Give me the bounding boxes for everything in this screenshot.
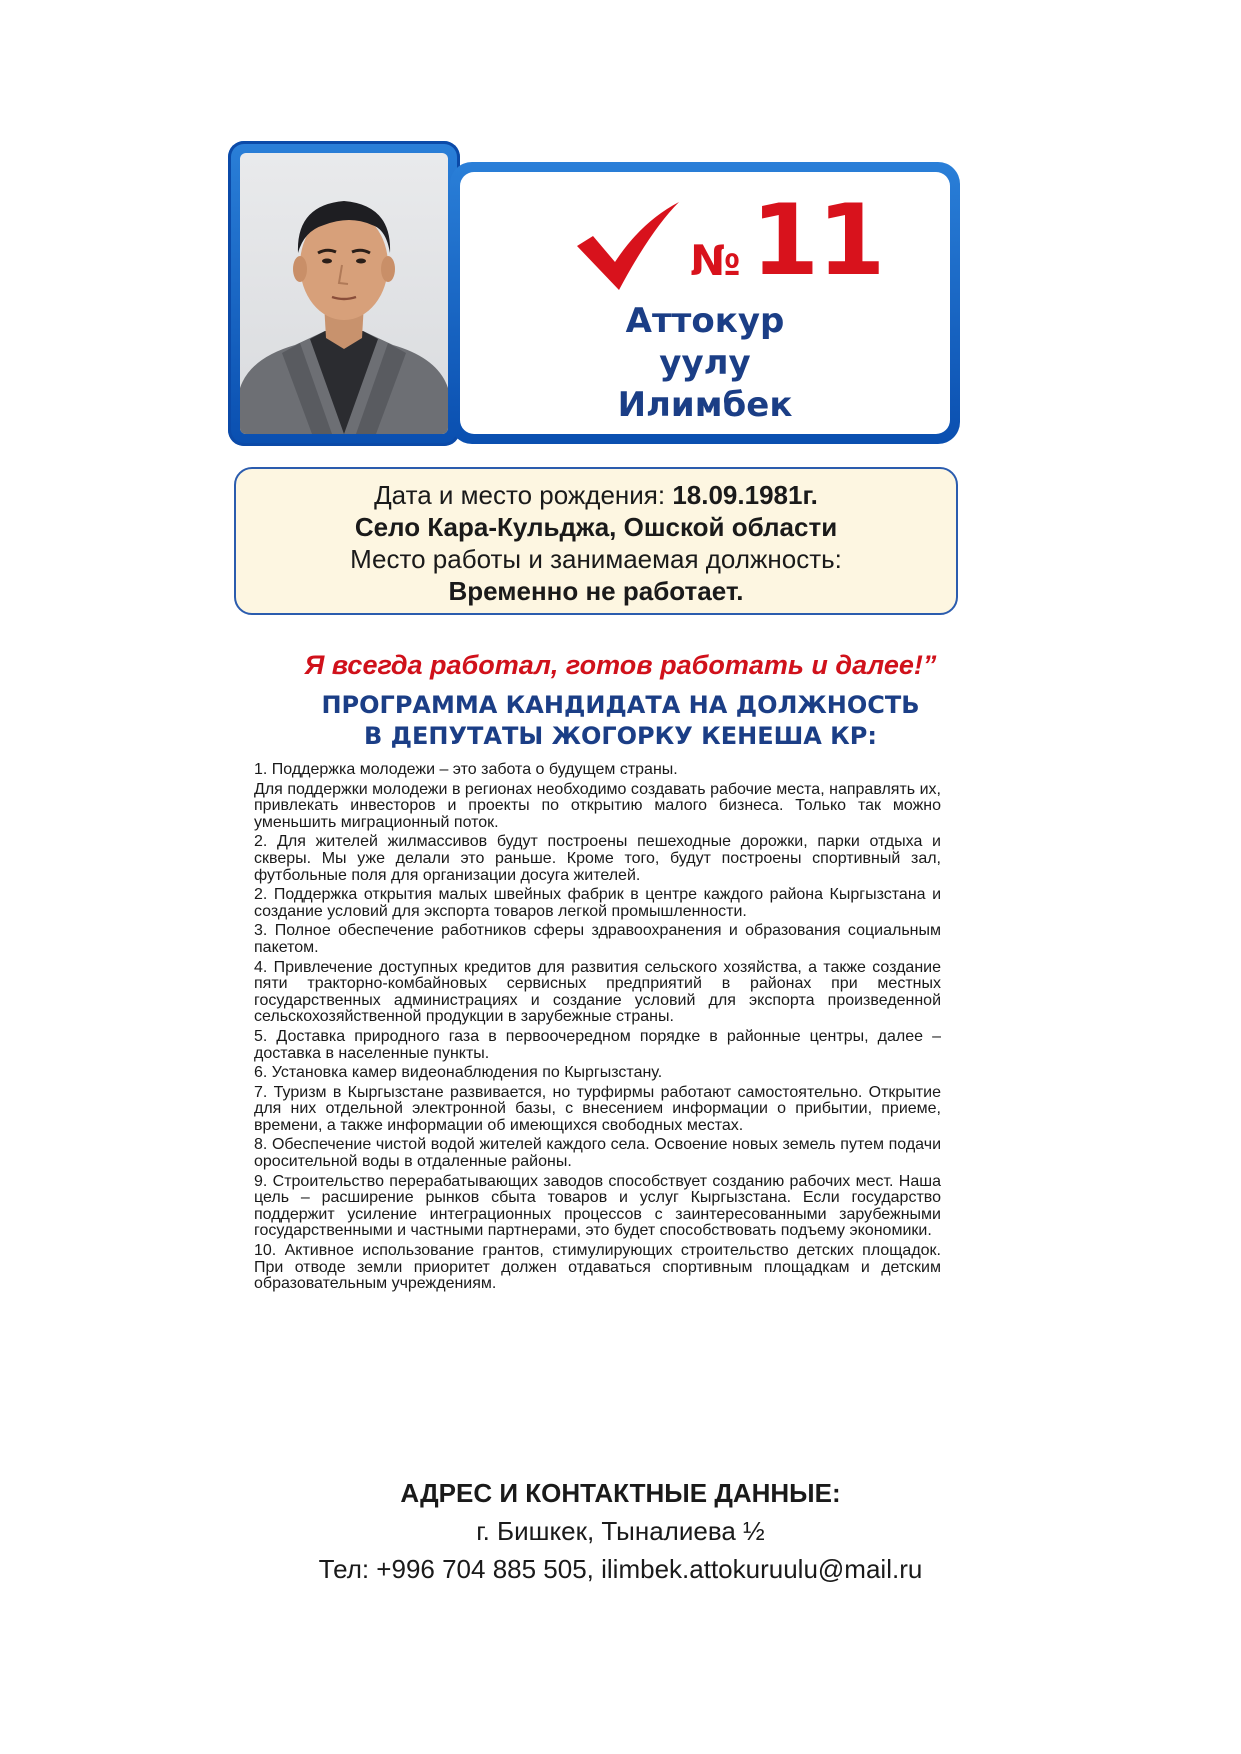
- info-box: [234, 467, 958, 615]
- program-paragraph: 10. Активное использование грантов, стимулирующих строительство детских площадок. При отводе земли приоритет должен отдаваться спортивным площадкам и детским образовательным учреждениям.: [254, 1242, 941, 1293]
- candidate-number: 11: [751, 184, 884, 298]
- contacts-heading: АДРЕС И КОНТАКТНЫЕ ДАННЫЕ:: [400, 1478, 841, 1508]
- candidate-name: [460, 300, 950, 426]
- work-value: Временно не работает.: [448, 576, 744, 606]
- program-paragraph: Для поддержки молодежи в регионах необходимо создавать рабочие места, направлять их, привлекать инвесторов и проекты по открытию малого бизнеса. Только так можно уменьшить миграционный поток.: [254, 780, 941, 831]
- program-paragraph: 8. Обеспечение чистой водой жителей каждого села. Освоение новых земель путем подачи оросительной воды в отдаленные районы.: [254, 1136, 941, 1171]
- contacts-address: г. Бишкек, Тыналиева ½: [476, 1516, 765, 1546]
- photo-frame: [228, 141, 460, 446]
- birth-date: 18.09.1981г.: [672, 480, 818, 510]
- program-paragraph: 7. Туризм в Кыргызстане развивается, но турфирмы работают самостоятельно. Открытие для них отдельной электронной базы, с внесением информации о прибытии, приеме, времени, а также информации об имеющихся свободных местах.: [254, 1083, 941, 1134]
- program-title-line: ПРОГРАММА КАНДИДАТА НА ДОЛЖНОСТЬ: [321, 691, 920, 719]
- work-label: Место работы и занимаемая должность:: [350, 544, 842, 574]
- birth-place: Село Кара-Кульджа, Ошской области: [354, 512, 838, 542]
- program-paragraph: 9. Строительство перерабатывающих заводов способствует созданию рабочих мест. Наша цель – расширение рынков сбыта товаров и услуг Кыргызстана. Если государство поддержит усиление интеграционных процессов с заинтересованными зарубежными государственными и частными партнерами, это будет способствовать подъему экономики.: [254, 1172, 941, 1240]
- slogan: Я всегда работал, готов работать и далее!”: [304, 650, 937, 680]
- name-line: уулу: [659, 343, 751, 383]
- program-list: [254, 762, 941, 1296]
- contacts: [0, 1474, 1241, 1588]
- program-title: [0, 690, 1241, 752]
- name-panel-inner: [460, 172, 950, 434]
- name-line: Илимбек: [617, 385, 793, 425]
- program-paragraph: 2. Для жителей жилмассивов будут построены пешеходные дорожки, парки отдыха и скверы. Мы уже делали это раньше. Кроме того, будут построены спортивный зал, футбольные поля для организации досуга жителей.: [254, 833, 941, 884]
- program-paragraph: 1. Поддержка молодежи – это забота о будущем страны.: [254, 761, 678, 778]
- birth-row: [236, 479, 956, 511]
- name-panel: [450, 162, 960, 444]
- program-paragraph: 5. Доставка природного газа в первоочередном порядке в районные центры, далее – доставка в населенные пункты.: [254, 1027, 941, 1062]
- number-sign: №: [690, 236, 741, 285]
- ballot-number: [575, 184, 895, 298]
- program-paragraph: 3. Полное обеспечение работников сферы здравоохранения и образования социальным пакетом.: [254, 922, 941, 956]
- candidate-portrait-icon: [240, 153, 448, 434]
- program-title-line: В ДЕПУТАТЫ ЖОГОРКУ КЕНЕША КР:: [364, 722, 877, 750]
- program-paragraph: 2. Поддержка открытия малых швейных фабрик в центре каждого района Кыргызстана и создание условий для экспорта товаров легкой промышленности.: [254, 886, 941, 920]
- candidate-photo: [240, 153, 448, 434]
- checkmark-icon: [575, 202, 683, 292]
- birth-label: Дата и место рождения:: [374, 480, 673, 510]
- contacts-phone-email: Тел: +996 704 885 505, ilimbek.attokuruulu@mail.ru: [318, 1554, 923, 1584]
- program-paragraph: 4. Привлечение доступных кредитов для развития сельского хозяйства, а также создание пяти тракторно-комбайновых сервисных предприятий в районах при местных государственных администрациях и создание условий для экспорта произведенной сельскохозяйственной продукции в зарубежные страны.: [254, 958, 941, 1026]
- program-paragraph: 6. Установка камер видеонаблюдения по Кыргызстану.: [254, 1064, 663, 1082]
- name-line: Аттокур: [625, 301, 785, 341]
